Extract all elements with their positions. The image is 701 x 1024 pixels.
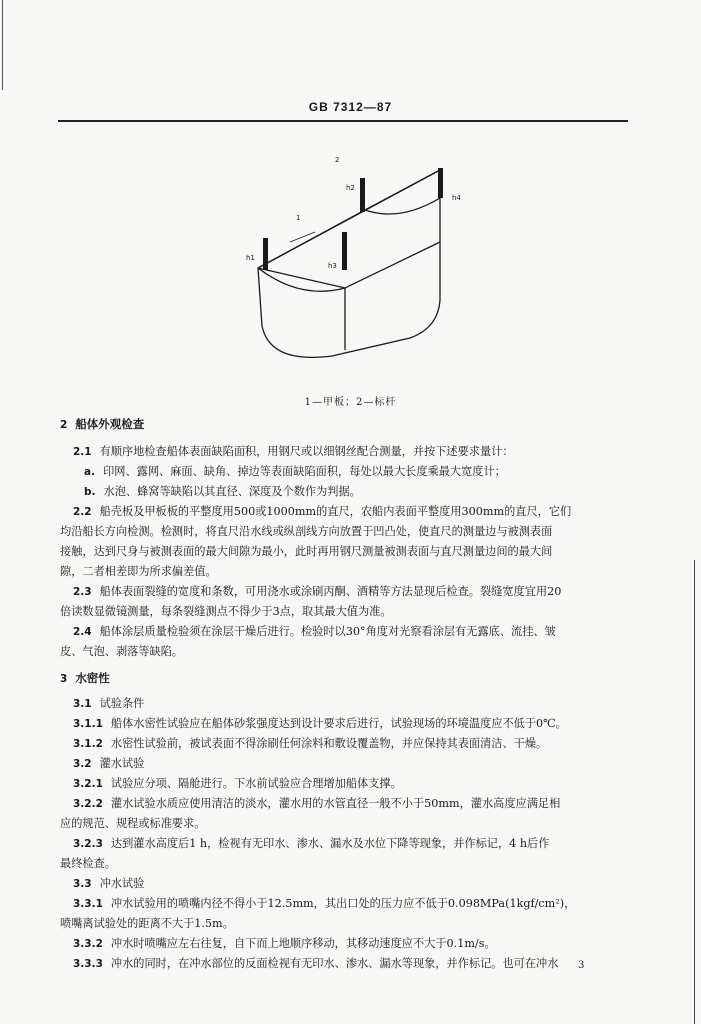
- clause-3-2: 3.2 灌水试验: [73, 757, 145, 770]
- label-h1: h1: [246, 254, 255, 262]
- scan-edge-left: [2, 0, 3, 90]
- hull-outline: [258, 170, 440, 357]
- clause-3-3-2: 3.3.2 冲水时喷嘴应左右往复，自下而上地顺序移动，其移动速度应不大于0.1m/s。: [73, 937, 496, 950]
- clause-3-2-2: 3.2.2 灌水试验水质应使用清洁的淡水，灌水用的水管直径一般不小于50mm，灌水高度应满足相: [73, 797, 561, 810]
- clause-2-2-line3: 接触，达到尺身与被测表面的最大间隙为最小，此时再用钢尺测量被测表面与直尺测量边间的最大间: [60, 545, 553, 558]
- clause-2-3: 2.3 船体表面裂缝的宽度和条数，可用浇水或涂刷丙酮、酒精等方法显现后检查。裂缝宽度宜用20: [73, 585, 562, 598]
- clause-3-3-1: 3.3.1 冲水试验用的喷嘴内径不得小于12.5mm，其出口处的压力应不低于0.098MPa(1kgf/cm²)，: [73, 897, 576, 910]
- figure-caption: 1—甲板；2—标杆: [304, 397, 397, 408]
- clause-2-2-line4: 隙，二者相差即为所求偏差值。: [60, 565, 217, 578]
- clause-3-2-3-line2: 最终检查。: [60, 857, 116, 870]
- page-number: 3: [578, 960, 585, 971]
- standard-header: GB 7312—87: [308, 100, 393, 114]
- scan-edge-right: [694, 560, 695, 1024]
- label-1: 1: [296, 214, 301, 222]
- section-heading-3: 3 水密性: [60, 671, 110, 685]
- deck-edge-near: [258, 242, 440, 288]
- clause-3-3-1-line2: 喷嘴离试验处的距离不大于1.5m。: [60, 917, 234, 930]
- clause-2-1: 2.1 有顺序地检查船体表面缺陷面积，用钢尺或以细钢丝配合测量，并按下述要求量计：: [73, 445, 514, 458]
- clause-3-1-1: 3.1.1 船体水密性试验应在船体砂浆强度达到设计要求后进行，试验现场的环境温度应不低于0℃。: [73, 717, 567, 730]
- label-h2: h2: [346, 184, 355, 192]
- header-rule: [58, 120, 628, 122]
- clause-2-4-line2: 皮、气泡、剥落等缺陷。: [60, 645, 184, 658]
- clause-3-1: 3.1 试验条件: [73, 697, 145, 710]
- clause-3-2-3: 3.2.3 达到灌水高度后1 h，检视有无印水、渗水、漏水及水位下降等现象，并作标记，4 h后作: [73, 837, 550, 850]
- clause-2-3-line2: 倍读数显微镜测量，每条裂缝测点不得少于3点，取其最大值为准。: [60, 605, 392, 618]
- label-2: 2: [335, 156, 340, 164]
- label-h3: h3: [328, 262, 337, 270]
- clause-3-1-2: 3.1.2 水密性试验前，被试表面不得涂刷任何涂料和敷设覆盖物，并应保持其表面清洁、干燥。: [73, 737, 548, 750]
- clause-3-2-1: 3.2.1 试验应分项、隔舱进行。下水前试验应合理增加船体支撑。: [73, 777, 402, 790]
- clause-3-3-3: 3.3.3 冲水的同时，在冲水部位的反面检视有无印水、渗水、漏水等现象，并作标记。也可在冲水: [73, 957, 559, 970]
- label-h4: h4: [452, 194, 461, 202]
- wire-line: [290, 232, 315, 242]
- sag-line-1: [365, 198, 440, 214]
- clause-2-2: 2.2 船壳板及甲板板的平整度用500或1000mm的直尺，农船内表面平整度用300mm的直尺，它们: [73, 505, 572, 518]
- clause-2-2-line2: 均沿船长方向检测。检测时，将直尺沿水线或纵剖线方向放置于凹凸处，使直尺的测量边与被测表面: [60, 525, 553, 538]
- hull-test-figure: [230, 150, 470, 360]
- item-2-1-b: b. 水泡、蜂窝等缺陷以其直径、深度及个数作为判据。: [84, 485, 361, 498]
- item-2-1-a: a. 印网、露网、麻面、缺角、掉边等表面缺陷面积，每处以最大长度乘最大宽度计；: [84, 465, 506, 478]
- clause-2-4: 2.4 船体涂层质量检验须在涂层干燥后进行。检验时以30°角度对光察看涂层有无露底、流挂、皱: [73, 625, 556, 638]
- clause-3-2-2-line2: 应的规范、规程或标准要求。: [60, 817, 206, 830]
- clause-3-3: 3.3 冲水试验: [73, 877, 145, 890]
- section-heading-2: 2 船体外观检查: [60, 417, 145, 431]
